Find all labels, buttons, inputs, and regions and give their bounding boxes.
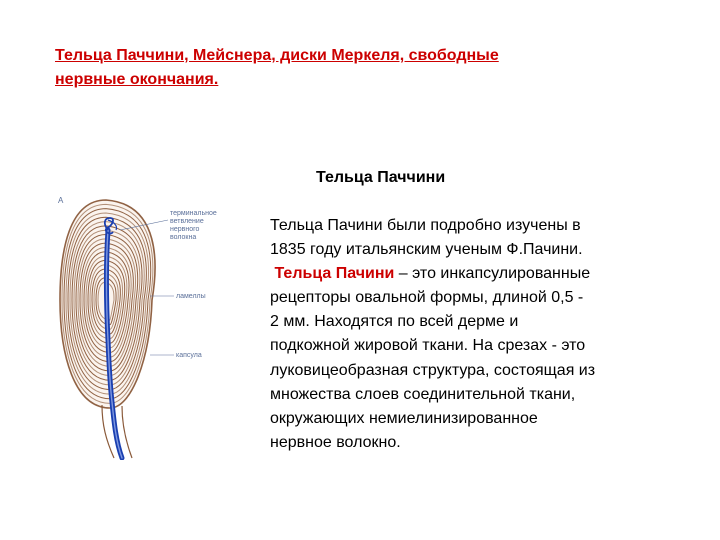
label-terminal-line-3: нервного <box>170 226 200 233</box>
label-capsule: капсула <box>176 352 202 359</box>
paragraph-2-line-7: окружающих немиелинизированное <box>270 409 538 427</box>
paragraph-2-line-1 <box>270 262 690 286</box>
paragraph-2-line-1-rest: – это инкапсулированные <box>394 265 591 283</box>
slide-heading <box>55 44 655 92</box>
label-terminal-line-4: волокна <box>170 234 197 241</box>
pacinian-corpuscle-figure <box>50 190 250 460</box>
heading-line-2: нервные окончания. <box>55 71 219 88</box>
heading-line-1: Тельца Паччини, Мейснера, диски Меркеля, свободные <box>55 47 499 64</box>
paragraph-2-line-5: луковицеобразная структура, состоящая из <box>270 361 596 379</box>
paragraph-2-line-4: подкожной жировой ткани. На срезах - это <box>270 337 586 355</box>
paragraph-2-line-3: 2 мм. Находятся по всей дерме и <box>270 313 519 331</box>
paragraph-2-line-8: нервное волокно. <box>270 433 401 451</box>
paragraph-2-line-6: множества слоев соединительной ткани, <box>270 385 576 403</box>
label-terminal-line-2: ветвление <box>170 218 204 225</box>
paragraph-1-line-2: 1835 году итальянским ученым Ф.Пачини. <box>270 241 583 259</box>
figure-letter: A <box>58 196 64 205</box>
corpuscle-diagram <box>50 190 250 460</box>
label-lamellae: ламеллы <box>176 293 206 300</box>
body-text <box>270 214 690 455</box>
section-subtitle: Тельца Паччини <box>316 169 446 186</box>
paragraph-1-line-1: Тельца Пачини были подробно изучены в <box>270 217 581 234</box>
paragraph-2-line-2: рецепторы овальной формы, длиной 0,5 - <box>270 289 584 307</box>
label-terminal-line-1: терминальное <box>170 210 217 217</box>
term-pacinian-corpuscles: Тельца Пачини <box>274 265 395 283</box>
